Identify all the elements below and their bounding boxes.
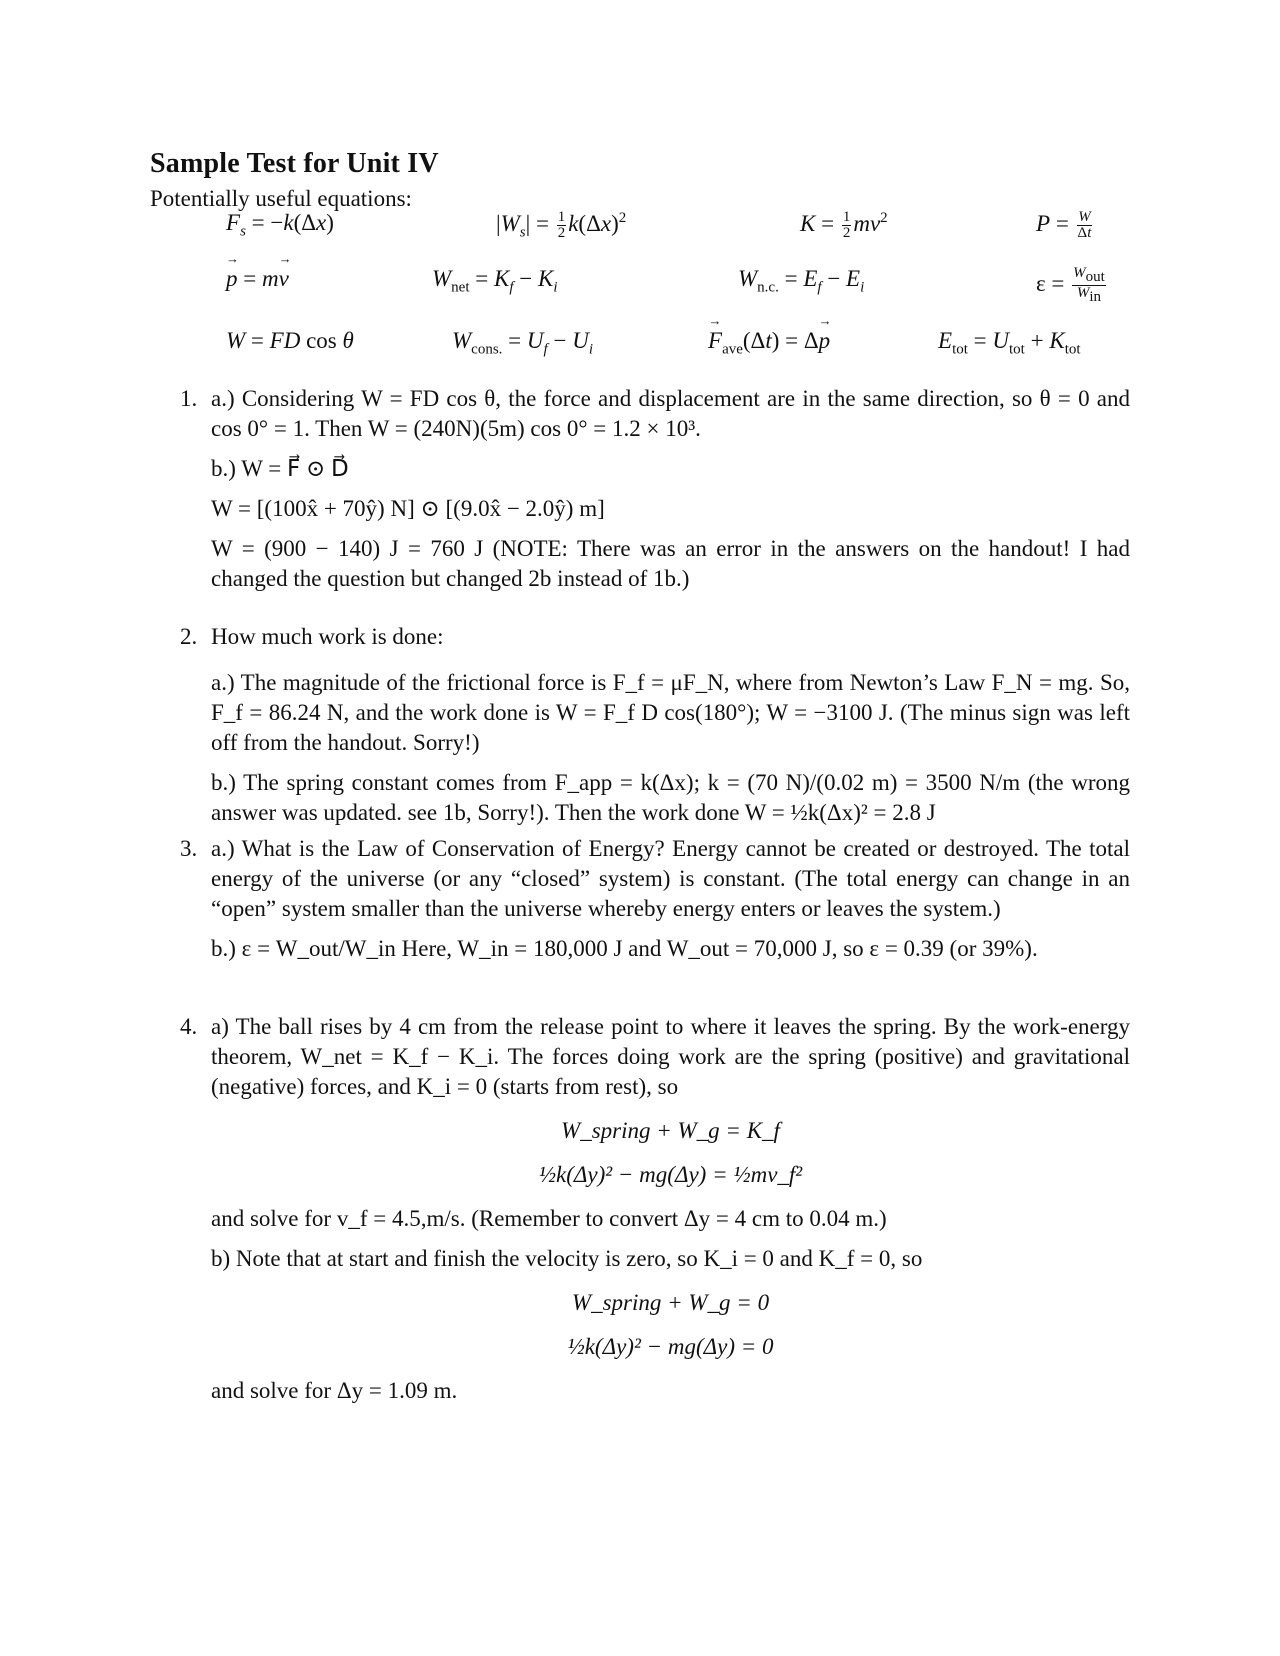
answer-1a: a.) Considering W = FD cos θ, the force and displacement are in the same direction, so θ = 0 and cos 0° = 1. Then W = (240N)(5m) cos 0° = 1.2 × 10³. bbox=[211, 386, 1130, 441]
equation-spring-work: $|W_s|$ = $\frac{1}{2}$ $k(\Delta x)^2$ bbox=[496, 209, 627, 241]
equation-kinetic-energy: K = $\frac{1}{2}$ $mv^2$ bbox=[800, 209, 888, 241]
question-number: 4. bbox=[180, 1014, 198, 1039]
equation-4a-energy: ½k(Δy)² − mg(Δy) = ½mv_f² bbox=[538, 1162, 803, 1187]
question-4 bbox=[180, 1012, 1130, 1416]
answer-2b: b.) The spring constant comes from F_app = k(Δx); k = (70 N)/(0.02 m) = 3500 N/m (the wrong answer was updated. see 1b, Sorry!). Then the work done W = ½k(Δx)² = 2.8 J bbox=[211, 770, 1130, 825]
equation-work-cos: W = FD cos θ bbox=[226, 328, 354, 353]
equation-nonconservative-work: $W_{n.c.} = E_f - E_i$ bbox=[738, 266, 865, 296]
equation-total-energy: $E_{tot} = U_{tot} + K_{tot}$ bbox=[938, 328, 1081, 358]
answer-1b-result: W = (900 − 140) J = 760 J (NOTE: There was an error in the answers on the handout! I had changed the question but changed 2b instead of 1b.) bbox=[211, 536, 1130, 591]
answer-3b: b.) ε = W_out/W_in Here, W_in = 180,000 J and W_out = 70,000 J, so ε = 0.39 (or 39%). bbox=[211, 936, 1038, 961]
page-title: Sample Test for Unit IV bbox=[150, 148, 439, 179]
equation-4b-work-sum: W_spring + W_g = 0 bbox=[571, 1290, 770, 1315]
question-number: 3. bbox=[180, 836, 198, 861]
equation-net-work: $W_{net} = K_f - K_i$ bbox=[432, 266, 558, 296]
question-number: 1. bbox=[180, 386, 198, 411]
answer-4a: a) The ball rises by 4 cm from the release point to where it leaves the spring. By the work-energy theorem, W_net = K_f − K_i. The forces doing work are the spring (positive) and gravitational (negative) forces, and K_i = 0 (starts from rest), so bbox=[211, 1014, 1130, 1099]
equation-power: P = $\frac{W}{\Delta t}$ bbox=[1036, 209, 1092, 241]
equation-momentum: → p = m→ v bbox=[226, 266, 289, 292]
question-number: 2. bbox=[180, 624, 198, 649]
question-3 bbox=[180, 834, 1130, 974]
equation-row-3 bbox=[0, 328, 1280, 368]
answer-4b: b) Note that at start and finish the velocity is zero, so K_i = 0 and K_f = 0, so bbox=[211, 1246, 923, 1271]
answer-4b-solve: and solve for Δy = 1.09 m. bbox=[211, 1378, 458, 1403]
equation-row-1 bbox=[0, 210, 1280, 250]
page-subtitle: Potentially useful equations: bbox=[150, 186, 412, 211]
answer-1b-label: b.) W = F⃗ ⊙ D⃗ bbox=[211, 456, 349, 481]
equation-conservative-work: $W_{cons.} = U_f - U_i$ bbox=[452, 328, 593, 358]
equation-spring-force: $F_s = -k(\Delta x)$ bbox=[226, 210, 334, 240]
answer-3a: a.) What is the Law of Conservation of Energy? Energy cannot be created or destroyed. The total energy of the universe (or any “closed” system) is constant. (The total energy can change in an “open” system smaller than the universe whereby energy enters or leaves the system.) bbox=[211, 836, 1130, 921]
equation-row-2 bbox=[0, 266, 1280, 306]
equation-4b-energy: ½k(Δy)² − mg(Δy) = 0 bbox=[567, 1334, 774, 1359]
answer-2a: a.) The magnitude of the frictional force is F_f = μF_N, where from Newton’s Law F_N = mg. So, F_f = 86.24 N, and the work done is W = F_f D cos(180°); W = −3100 J. (The minus sign was left off from the handout. Sorry!) bbox=[211, 670, 1130, 755]
question-2 bbox=[180, 622, 1130, 838]
answer-4a-solve: and solve for v_f = 4.5,m/s. (Remember to convert Δy = 4 cm to 0.04 m.) bbox=[211, 1206, 887, 1231]
question-2-intro: How much work is done: bbox=[211, 624, 444, 649]
equation-4a-work-sum: W_spring + W_g = K_f bbox=[561, 1118, 780, 1143]
question-1 bbox=[180, 384, 1130, 604]
equation-impulse: → $F_{ave}(\Delta t) = \Delta\to p$ bbox=[708, 328, 830, 359]
answer-1b-work-vector: W = [(100x̂ + 70ŷ) N] ⊙ [(9.0x̂ − 2.0ŷ) m] bbox=[211, 496, 605, 521]
equation-efficiency: ε = $\frac{W_{out}}{W_{in}}$ bbox=[1036, 265, 1105, 305]
